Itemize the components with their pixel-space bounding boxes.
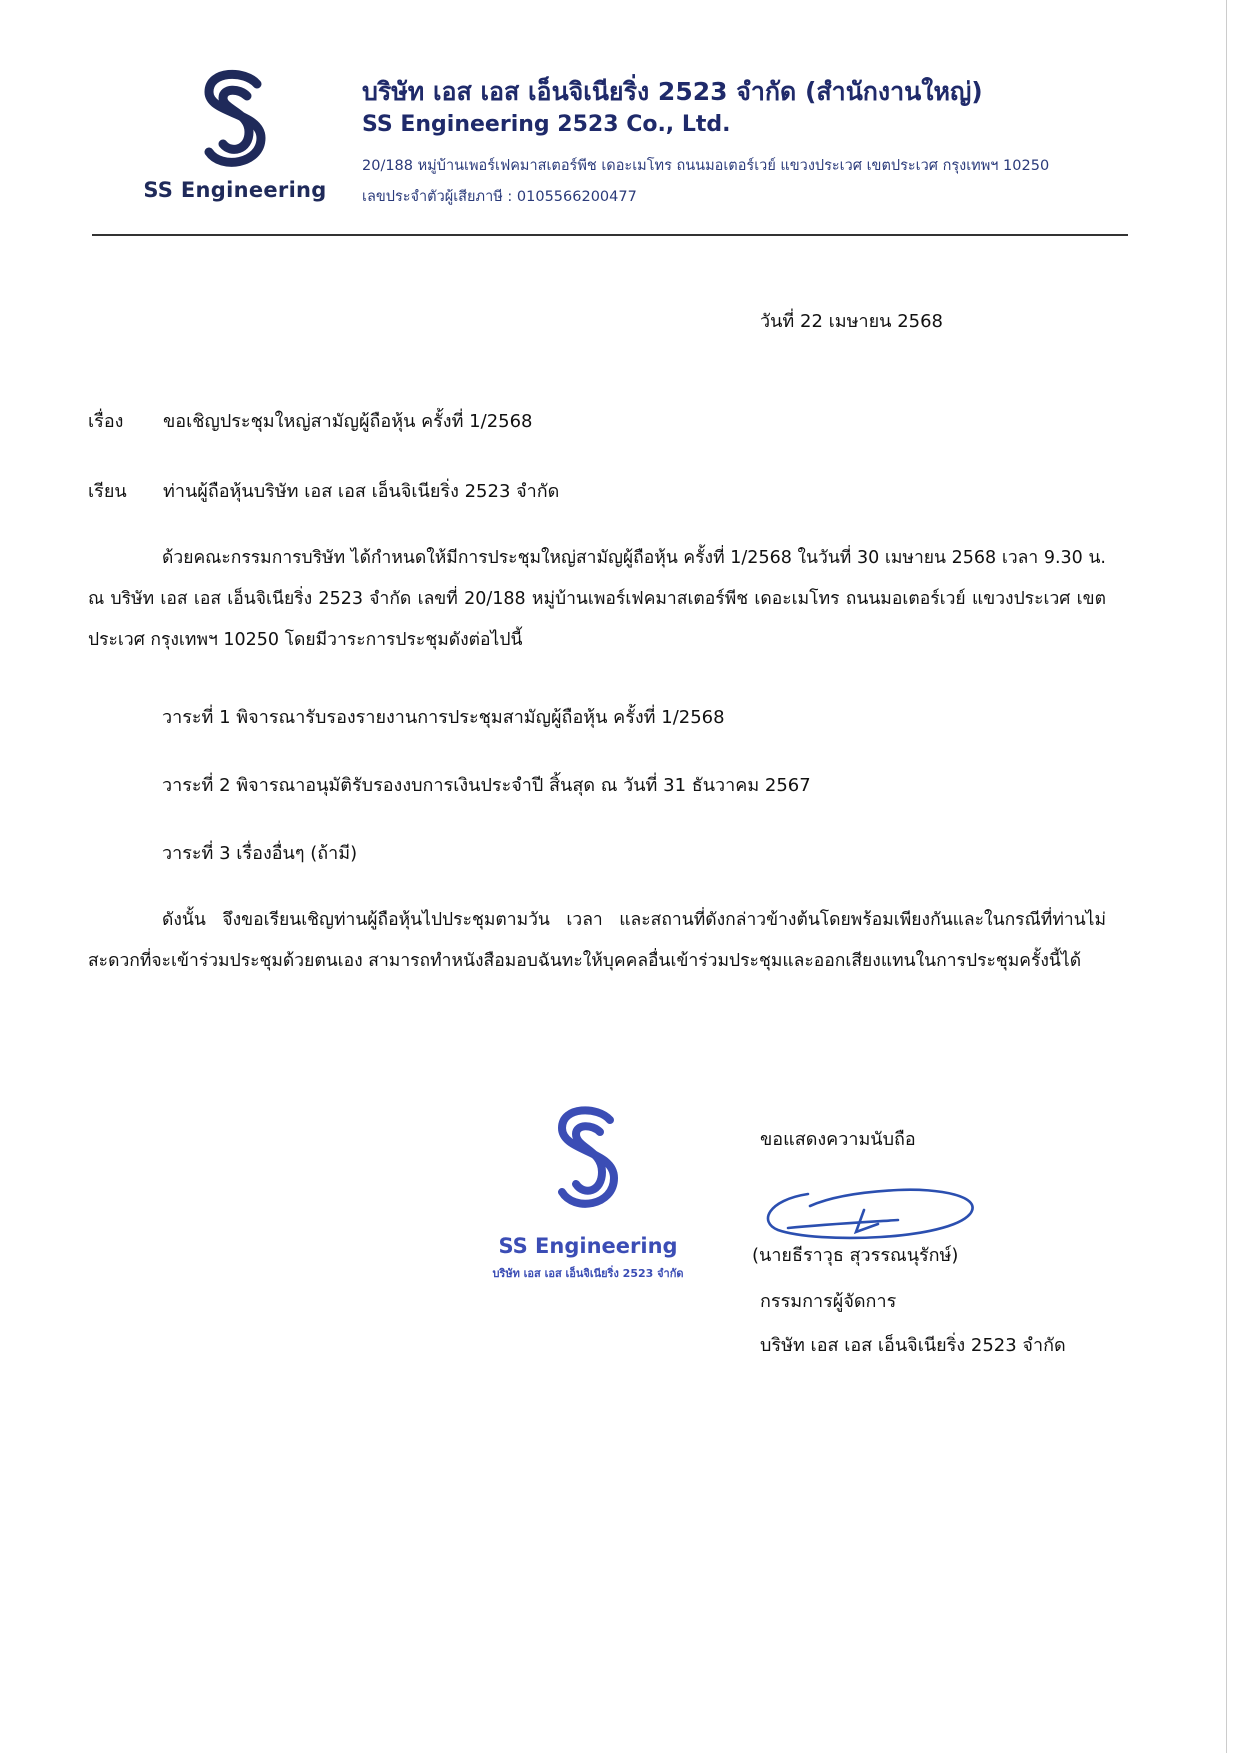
company-tax-id: เลขประจำตัวผู้เสียภาษี : 0105566200477	[362, 189, 637, 205]
agenda-item-1: วาระที่ 1 พิจารณารับรองรายงานการประชุมสามัญผู้ถือหุ้น ครั้งที่ 1/2568	[162, 707, 725, 728]
recipient-text: ท่านผู้ถือหุ้นบริษัท เอส เอส เอ็นจิเนียริ่ง 2523 จำกัด	[163, 481, 560, 502]
company-address: 20/188 หมู่บ้านเพอร์เฟคมาสเตอร์พีช เดอะเมโทร ถนนมอเตอร์เวย์ แขวงประเวศ เขตประเวศ กรุงเทพฯ 10250	[362, 158, 1050, 174]
signer-name: (นายธีราวุธ สุวรรณนุรักษ์)	[752, 1245, 959, 1266]
agenda-item-3: วาระที่ 3 เรื่องอื่นๆ (ถ้ามี)	[162, 843, 358, 864]
body-paragraph-2: ดังนั้น จึงขอเรียนเชิญท่านผู้ถือหุ้นไปประชุมตามวัน เวลา และสถานที่ดังกล่าวข้างต้นโดยพร้อมเพียงกันและในกรณีที่ท่านไม่สะดวกที่จะเข้าร่วมประชุมด้วยตนเอง สามารถทำหนังสือมอบฉันทะให้บุคคลอื่นเข้าร่วมประชุมและออกเสียงแทนในการประชุมครั้งนี้ได้	[88, 910, 1106, 971]
company-name-thai: บริษัท เอส เอส เอ็นจิเนียริ่ง 2523 จำกัด (สำนักงานใหญ่)	[362, 77, 983, 106]
header-divider	[92, 234, 1128, 236]
body-paragraph-1: ด้วยคณะกรรมการบริษัท ได้กำหนดให้มีการประชุมใหญ่สามัญผู้ถือหุ้น ครั้งที่ 1/2568 ในวันที่ 30 เมษายน 2568 เวลา 9.30 น. ณ บริษัท เอส เอส เอ็นจิเนียริ่ง 2523 จำกัด เลขที่ 20/188 หมู่บ้านเพอร์เฟคมาสเตอร์พีช เดอะเมโทร ถนนมอเตอร์เวย์ แขวงประเวศ เขตประเวศ กรุงเทพฯ 10250 โดยมีวาระการประชุมดังต่อไปนี้	[88, 548, 1106, 650]
stamp-company-name: SS Engineering	[498, 1234, 678, 1258]
recipient-label: เรียน	[88, 481, 127, 502]
subject-text: ขอเชิญประชุมใหญ่สามัญผู้ถือหุ้น ครั้งที่ 1/2568	[163, 411, 533, 432]
ss-logo-icon	[195, 66, 275, 176]
logo-caption: SS Engineering	[143, 178, 327, 202]
company-name-en: SS Engineering 2523 Co., Ltd.	[362, 112, 731, 137]
company-stamp	[478, 1100, 698, 1280]
signer-position: กรรมการผู้จัดการ	[760, 1291, 897, 1312]
company-logo	[140, 66, 330, 216]
ss-stamp-icon	[548, 1100, 628, 1220]
letter-date: วันที่ 22 เมษายน 2568	[760, 311, 943, 332]
agenda-item-2: วาระที่ 2 พิจารณาอนุมัติรับรองงบการเงินประจำปี สิ้นสุด ณ วันที่ 31 ธันวาคม 2567	[162, 775, 811, 796]
stamp-company-subtitle: บริษัท เอส เอส เอ็นจิเนียริ่ง 2523 จำกัด	[492, 1267, 684, 1280]
subject-label: เรื่อง	[88, 411, 124, 432]
recipient-row	[88, 476, 559, 505]
signer-company: บริษัท เอส เอส เอ็นจิเนียริ่ง 2523 จำกัด	[760, 1335, 1066, 1356]
subject-row	[88, 406, 533, 435]
handwritten-signature	[748, 1170, 988, 1250]
closing-text: ขอแสดงความนับถือ	[760, 1129, 916, 1150]
scan-edge-line	[1226, 0, 1227, 1753]
